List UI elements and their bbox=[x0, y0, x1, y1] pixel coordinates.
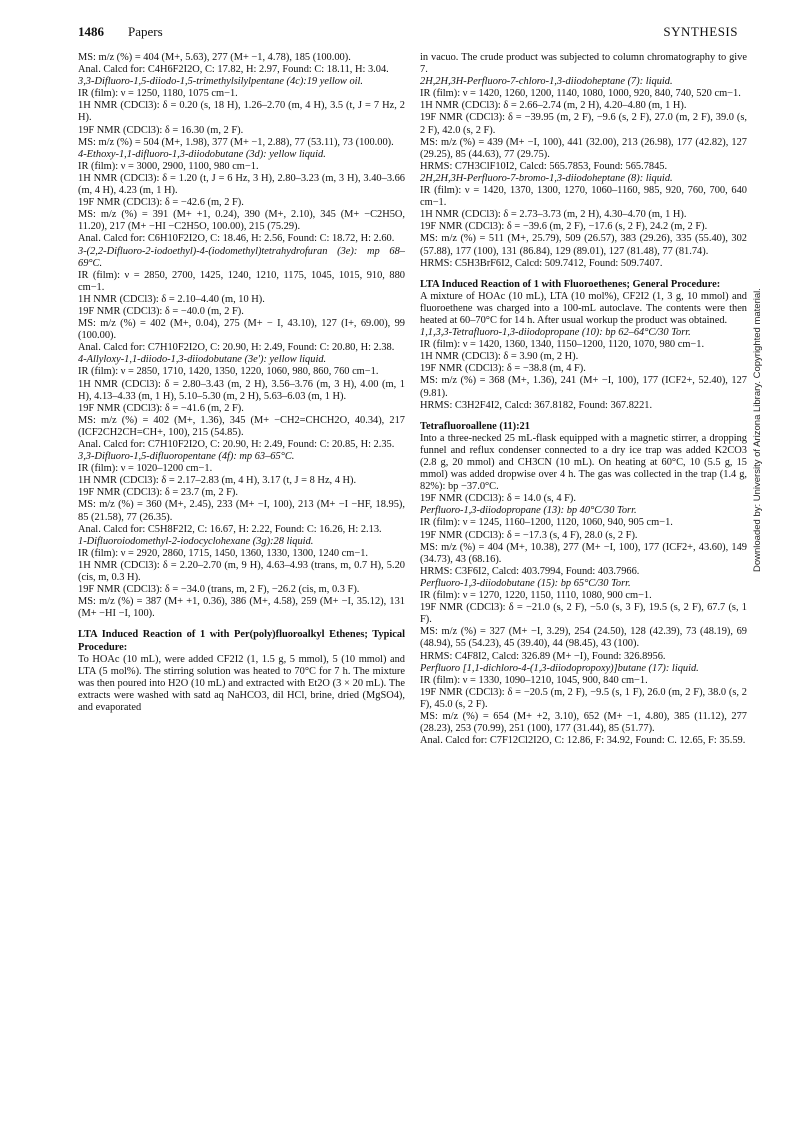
compound-heading: 4-Allyloxy-1,1-diiodo-1,3-diiodobutane (3e′): yellow liquid. bbox=[78, 354, 327, 366]
paragraph: 19F NMR (CDCl3): δ = 16.30 (m, 2 F). bbox=[78, 124, 244, 136]
paragraph: 1H NMR (CDCl3): δ = 2.73–3.73 (m, 2 H), 4.30–4.70 (m, 1 H). bbox=[420, 209, 687, 221]
paragraph: 1H NMR (CDCl3): δ = 2.66–2.74 (m, 2 H), 4.20–4.80 (m, 1 H). bbox=[420, 100, 687, 112]
compound-heading: 1-Difluoroiodomethyl-2-iodocyclohexane (3g):28 liquid. bbox=[78, 535, 314, 547]
paragraph: HRMS: C4F8I2, Calcd: 326.89 (M+ −I), Found: 326.8956. bbox=[420, 650, 666, 662]
paragraph: MS: m/z (%) = 654 (M+ +2, 3.10), 652 (M+ −1, 4.80), 385 (11.12), 277 (28.23), 253 (70.99), 251 (100), 177 (31.44), 85 (51.77). bbox=[420, 710, 747, 735]
left-column bbox=[78, 52, 405, 714]
paragraph: MS: m/z (%) = 368 (M+, 1.36), 241 (M+ −I, 100), 177 (ICF2+, 52.40), 127 (9.81). bbox=[420, 375, 747, 399]
paragraph: IR (film): ν = 1250, 1180, 1075 cm−1. bbox=[78, 88, 238, 100]
compound-heading: 3,3-Difluoro-1,5-difluoropentane (4f): mp 63–65°C. bbox=[78, 451, 295, 463]
running-header bbox=[78, 24, 738, 42]
paragraph: 19F NMR (CDCl3): δ = −39.6 (m, 2 F), −17.6 (s, 2 F), 24.2 (m, 2 F). bbox=[420, 221, 708, 233]
paragraph: MS: m/z (%) = 404 (M+, 10.38), 277 (M+ −I, 100), 177 (ICF2+, 43.60), 149 (34.73), 43 (68.16). bbox=[420, 541, 747, 565]
paragraph: Anal. Calcd for: C7H10F2I2O, C: 20.90, H: 2.49, Found: C: 20.80, H: 2.38. bbox=[78, 342, 395, 354]
paragraph: MS: m/z (%) = 511 (M+, 25.79), 509 (26.57), 383 (29.26), 335 (55.40), 302 (57.88), 177 (100), 131 (86.84), 129 (89.01), 127 (81.48), 77 (81.74). bbox=[420, 233, 747, 257]
compound-heading: Perfluoro [1,1-dichloro-4-(1,3-diiodopropoxy)]butane (17): liquid. bbox=[420, 662, 699, 674]
paragraph: IR (film): ν = 1420, 1260, 1200, 1140, 1080, 1000, 920, 840, 740, 520 cm−1. bbox=[420, 88, 741, 100]
paragraph: IR (film): ν = 2850, 1710, 1420, 1350, 1220, 1060, 980, 860, 760 cm−1. bbox=[78, 366, 379, 378]
paragraph: 1H NMR (CDCl3): δ = 1.20 (t, J = 6 Hz, 3 H), 2.80–3.23 (m, 3 H), 3.40–3.66 (m, 4 H), 4.23 (m, 1 H). bbox=[78, 172, 405, 197]
paragraph: MS: m/z (%) = 402 (M+, 0.04), 275 (M+ − I, 43.10), 127 (I+, 69.00), 99 (100.00). bbox=[78, 318, 405, 342]
paragraph: 1H NMR (CDCl3): δ = 2.17–2.83 (m, 4 H), 3.17 (t, J = 8 Hz, 4 H). bbox=[78, 475, 357, 487]
paragraph: Anal. Calcd for: C5H8F2I2, C: 16.67, H: 2.22, Found: C: 16.26, H: 2.13. bbox=[78, 523, 382, 535]
compound-heading: 3,3-Difluoro-1,5-diiodo-1,5-trimethylsilylpentane (4c):19 yellow oil. bbox=[78, 76, 364, 88]
paragraph: Anal. Calcd for: C7F12Cl2I2O, C: 12.86, F: 34.92, Found: C. 12.65, F: 35.59. bbox=[420, 735, 746, 747]
paragraph: A mixture of HOAc (10 mL), LTA (10 mol%), CF2I2 (1, 3 g, 10 mmol) and fluoroethene was charged into a 100-mL autoclave. The contents were then heated at 60–70°C for 14 h. After usual workup the product was obtained. bbox=[420, 290, 747, 326]
paragraph: 19F NMR (CDCl3): δ = 14.0 (s, 4 F). bbox=[420, 493, 576, 505]
page-number: 1486 bbox=[78, 24, 104, 39]
paragraph: IR (film): ν = 2850, 2700, 1425, 1240, 1210, 1175, 1045, 1015, 910, 880 cm−1. bbox=[78, 269, 405, 293]
paragraph: IR (film): ν = 1330, 1090–1210, 1045, 900, 840 cm−1. bbox=[420, 674, 648, 686]
paragraph: 1H NMR (CDCl3): δ = 2.20–2.70 (m, 9 H), 4.63–4.93 (trans, m, 0.7 H), 5.20 (cis, m, 0.3 H). bbox=[78, 559, 405, 584]
compound-heading: 4-Ethoxy-1,1-difluoro-1,3-diiodobutane (3d): yellow liquid. bbox=[78, 148, 326, 160]
paragraph: IR (film): ν = 1420, 1360, 1340, 1150–1200, 1120, 1070, 980 cm−1. bbox=[420, 339, 705, 351]
compound-heading: 1,1,3,3-Tetrafluoro-1,3-diiodopropane (10): bp 62–64°C/30 Torr. bbox=[420, 327, 691, 339]
paragraph: MS: m/z (%) = 504 (M+, 1.98), 377 (M+ −1, 2.88), 77 (53.11), 73 (100.00). bbox=[78, 136, 394, 148]
paragraph: IR (film): ν = 1420, 1370, 1300, 1270, 1060–1160, 985, 920, 760, 700, 640 cm−1. bbox=[420, 185, 747, 209]
paragraph: HRMS: C7H3ClF10I2, Calcd: 565.7853, Found: 565.7845. bbox=[420, 160, 668, 172]
paragraph: HRMS: C3H2F4I2, Calcd: 367.8182, Found: 367.8221. bbox=[420, 399, 653, 411]
journal-name: SYNTHESIS bbox=[663, 24, 738, 39]
paragraph: IR (film): ν = 1270, 1220, 1150, 1110, 1080, 900 cm−1. bbox=[420, 590, 652, 602]
paragraph: 1H NMR (CDCl3): δ = 2.80–3.43 (m, 2 H), 3.56–3.76 (m, 3 H), 4.00 (m, 1 H), 4.13–4.33 (m, 1 H), 5.10–5.30 (m, 2 H), 5.63–6.03 (m, 1 H). bbox=[78, 378, 405, 402]
paragraph: MS: m/z (%) = 391 (M+ +1, 0.24), 390 (M+, 2.10), 345 (M+ −C2H5O, 11.20), 217 (M+ −HI −C2H5O, 100.00), 215 (75.29). bbox=[78, 209, 405, 233]
paragraph: Anal. Calcd for: C7H10F2I2O, C: 20.90, H: 2.49, Found: C: 20.85, H: 2.35. bbox=[78, 439, 395, 450]
paragraph: MS: m/z (%) = 387 (M+ +1, 0.36), 386 (M+, 4.58), 259 (M+ −I, 35.12), 131 (M+ −HI −I, 100). bbox=[78, 596, 405, 620]
download-notice: Downloaded by: University of Arizona Library. Copyrighted material. bbox=[752, 288, 763, 572]
section-heading: LTA Induced Reaction of 1 with Per(poly)fluoroalkyl Ethenes; Typical Procedure: bbox=[78, 629, 405, 653]
paragraph: 19F NMR (CDCl3): δ = −34.0 (trans, m, 2 F), −26.2 (cis, m, 0.3 F). bbox=[78, 584, 360, 596]
paragraph: IR (film): ν = 2920, 2860, 1715, 1450, 1360, 1330, 1300, 1240 cm−1. bbox=[78, 547, 369, 559]
paragraph: 19F NMR (CDCl3): δ = −39.95 (m, 2 F), −9.6 (s, 2 F), 27.0 (m, 2 F), 39.0 (s, 2 F), 42.0 (s, 2 F). bbox=[420, 112, 747, 136]
paragraph: 19F NMR (CDCl3): δ = −42.6 (m, 2 F). bbox=[78, 197, 244, 209]
paragraph: 1H NMR (CDCl3): δ = 2.10–4.40 (m, 10 H). bbox=[78, 293, 265, 305]
paragraph: 19F NMR (CDCl3): δ = −17.3 (s, 4 F), 28.0 (s, 2 F). bbox=[420, 529, 638, 541]
paragraph: HRMS: C3F6I2, Calcd: 403.7994, Found: 403.7966. bbox=[420, 565, 640, 577]
paragraph: in vacuo. The crude product was subjected to column chromatography to give 7. bbox=[420, 52, 747, 76]
compound-heading: 3-(2,2-Difluoro-2-iodoethyl)-4-(iodomethyl)tetrahydrofuran (3e): mp 68–69°C. bbox=[78, 245, 405, 269]
paragraph: MS: m/z (%) = 360 (M+, 2.45), 233 (M+ −I, 100), 213 (M+ −I −HF, 18.95), 85 (21.58), 77 (26.35). bbox=[78, 499, 405, 523]
compound-heading: 2H,2H,3H-Perfluoro-7-chloro-1,3-diiodoheptane (7): liquid. bbox=[420, 76, 673, 88]
paragraph: MS: m/z (%) = 327 (M+ −I, 3.29), 254 (24.50), 128 (42.39), 73 (48.19), 69 (48.94), 55 (54.23), 45 (39.40), 44 (98.45), 43 (100). bbox=[420, 626, 747, 650]
paragraph: HRMS: C5H3BrF6I2, Calcd: 509.7412, Found: 509.7407. bbox=[420, 257, 663, 269]
paragraph: MS: m/z (%) = 402 (M+, 1.36), 345 (M+ −CH2=CHCH2O, 40.34), 217 (ICF2CH2CH=CH+, 100), 215 (54.85). bbox=[78, 414, 405, 438]
compound-heading: Perfluoro-1,3-diiodobutane (15): bp 65°C/30 Torr. bbox=[420, 577, 631, 589]
paragraph: 19F NMR (CDCl3): δ = −20.5 (m, 2 F), −9.5 (s, 1 F), 26.0 (m, 2 F), 38.0 (s, 2 F), 45.0 (s, 2 F). bbox=[420, 686, 747, 710]
paragraph: 19F NMR (CDCl3): δ = −40.0 (m, 2 F). bbox=[78, 305, 244, 317]
paragraph: 19F NMR (CDCl3): δ = −21.0 (s, 2 F), −5.0 (s, 3 F), 19.5 (s, 2 F), 67.7 (s, 1 F). bbox=[420, 602, 747, 626]
section-name: Papers bbox=[128, 24, 163, 39]
paragraph: 1H NMR (CDCl3): δ = 0.20 (s, 18 H), 1.26–2.70 (m, 4 H), 3.5 (t, J = 7 Hz, 2 H). bbox=[78, 100, 405, 124]
paragraph: IR (film): ν = 3000, 2900, 1100, 980 cm−1. bbox=[78, 160, 259, 172]
paragraph: 19F NMR (CDCl3): δ = −38.8 (m, 4 F). bbox=[420, 363, 586, 375]
paragraph: 19F NMR (CDCl3): δ = −41.6 (m, 2 F). bbox=[78, 402, 244, 414]
paragraph: Into a three-necked 25 mL-flask equipped with a magnetic stirrer, a dropping funnel and reflux condenser connected to a dry ice trap was added K2CO3 (2.8 g, 20 mmol) and CH3CN (10 mL). On heating at 60°C, 10 (5.5 g, 15 mmol) was added dropwise over 4 h. The gas was collected in the trap (1.4 g, 82%): bp −37.0°C. bbox=[420, 432, 747, 493]
section-heading: Tetrafluoroallene (11):21 bbox=[420, 420, 530, 432]
paragraph: Anal. Calcd for: C4H6F2I2O, C: 17.82, H: 2.97, Found: C: 18.11, H: 3.04. bbox=[78, 64, 389, 76]
paragraph: 1H NMR (CDCl3): δ = 3.90 (m, 2 H). bbox=[420, 351, 579, 363]
paragraph: IR (film): ν = 1020–1200 cm−1. bbox=[78, 463, 213, 475]
paragraph: Anal. Calcd for: C6H10F2I2O, C: 18.46, H: 2.56, Found: C: 18.72, H: 2.60. bbox=[78, 233, 395, 245]
paragraph: MS: m/z (%) = 404 (M+, 5.63), 277 (M+ −1, 4.78), 185 (100.00). bbox=[78, 52, 351, 63]
paragraph: MS: m/z (%) = 439 (M+ −I, 100), 441 (32.00), 213 (26.98), 177 (42.82), 127 (29.25), 85 (44.63), 77 (29.75). bbox=[420, 136, 747, 160]
paragraph: To HOAc (10 mL), were added CF2I2 (1, 1.5 g, 5 mmol), 5 (10 mmol) and LTA (5 mol%). The stirring solution was heated to 70°C for 7 h. The mixture was then poured into H2O (10 mL) and extracted with Et2O (3 × 20 mL). The extracts were washed with satd aq NaHCO3, dil HCl, brine, dried (MgSO4), and evaporated bbox=[78, 653, 405, 713]
section-heading: LTA Induced Reaction of 1 with Fluoroethenes; General Procedure: bbox=[420, 278, 721, 290]
compound-heading: 2H,2H,3H-Perfluoro-7-bromo-1,3-diiodoheptane (8): liquid. bbox=[420, 172, 673, 184]
paragraph: 19F NMR (CDCl3): δ = 23.7 (m, 2 F). bbox=[78, 487, 238, 499]
compound-heading: Perfluoro-1,3-diiodopropane (13): bp 40°C/30 Torr. bbox=[420, 505, 637, 517]
paragraph: IR (film): ν = 1245, 1160–1200, 1120, 1060, 940, 905 cm−1. bbox=[420, 517, 673, 529]
right-column bbox=[420, 52, 747, 747]
